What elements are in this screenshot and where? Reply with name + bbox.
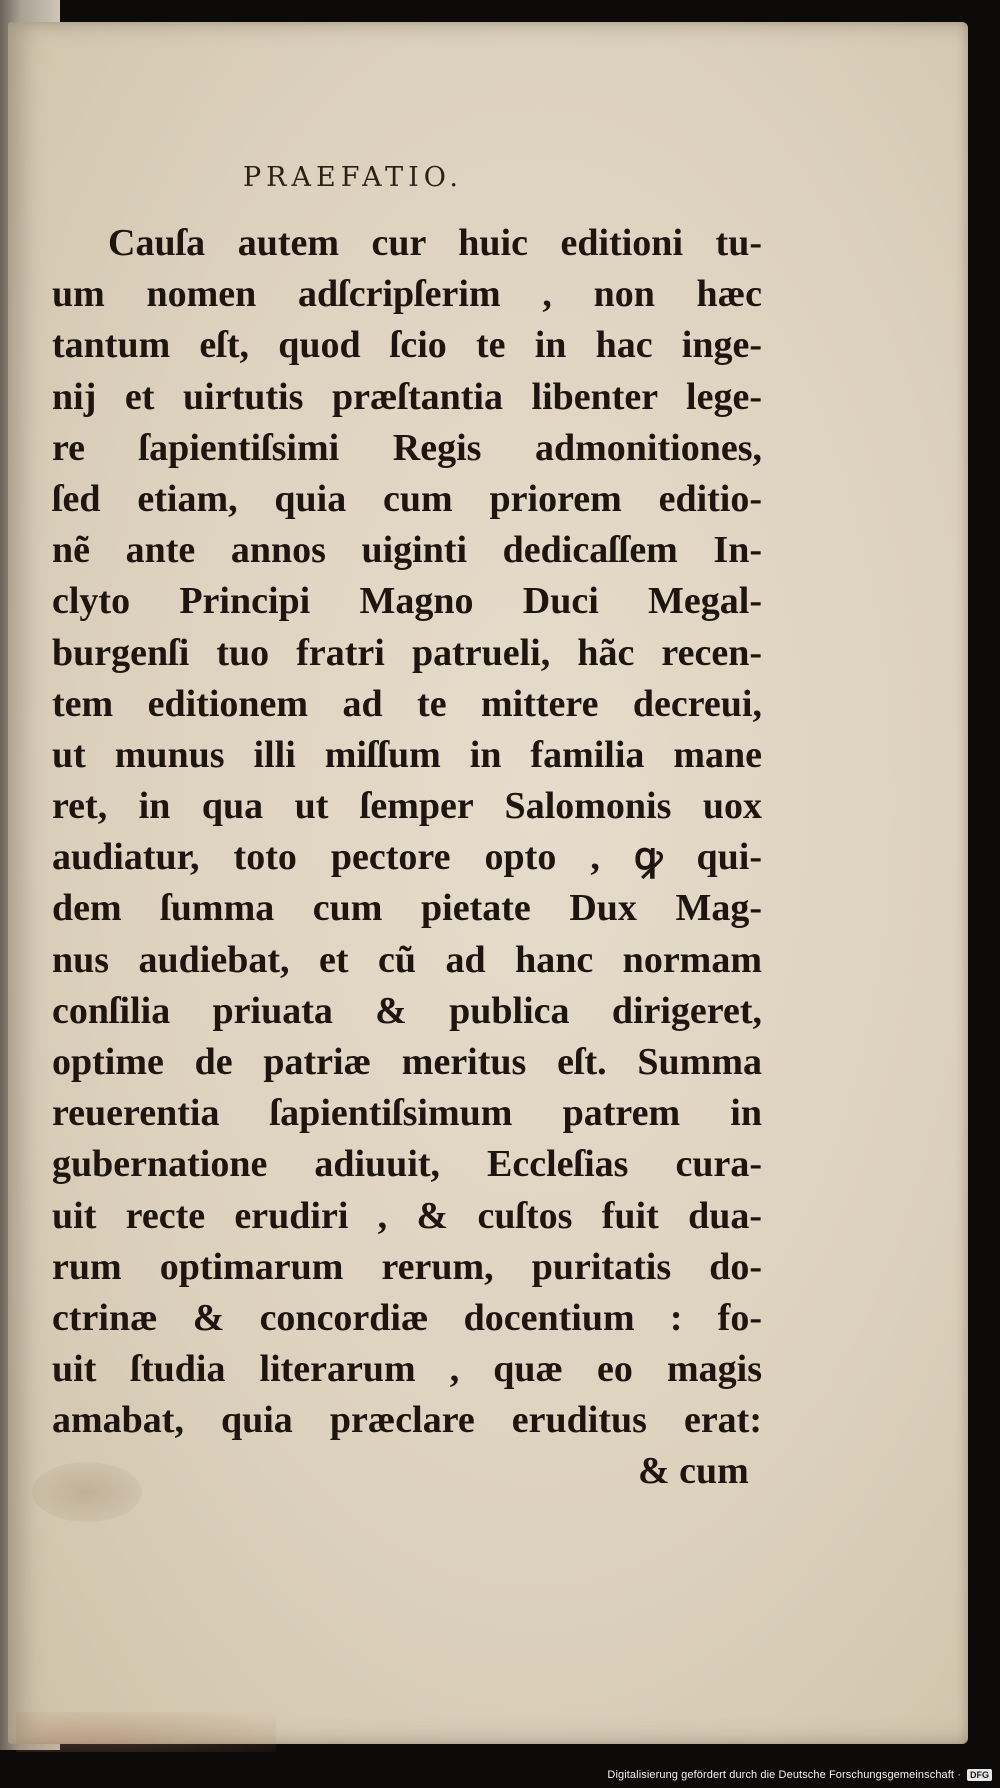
text-line: uit recte erudiri , & cuſtos fuit dua- xyxy=(52,1194,762,1237)
running-head: PRAEFATIO. xyxy=(243,162,463,193)
text-line: gubernatione adiuuit, Eccleſias cura- xyxy=(52,1143,762,1186)
text-line: uit ſtudia literarum , quæ eo magis xyxy=(52,1348,762,1391)
paper-wear xyxy=(16,1712,276,1752)
text-line: optime de patriæ meritus eſt. Summa xyxy=(52,1041,762,1083)
text-line: reuerentia ſapientiſsimum patrem in xyxy=(52,1092,762,1135)
credit-text: Digitalisierung gefördert durch die Deutsche Forschungsgemeinschaft · xyxy=(607,1769,961,1781)
text-line: clyto Principi Magno Duci Megal- xyxy=(52,580,762,623)
digitization-credit xyxy=(599,1762,1000,1788)
text-line: ſed etiam, quia cum priorem editio- xyxy=(52,477,762,520)
dfg-logo: DFG xyxy=(967,1769,992,1781)
text-line: ut munus illi miſſum in familia mane xyxy=(52,733,762,776)
paper-stain xyxy=(32,1462,142,1522)
text-line: amabat, quia præclare eruditus erat: xyxy=(52,1399,762,1442)
text-line: re ſapientiſsimi Regis admonitiones, xyxy=(52,426,762,469)
text-line: conſilia priuata & publica dirigeret, xyxy=(52,989,762,1032)
text-line: nij et uirtutis præſtantia libenter lege- xyxy=(52,375,762,418)
text-line: dem ſumma cum pietate Dux Mag- xyxy=(52,887,762,930)
text-line: tantum eſt, quod ſcio te in hac inge- xyxy=(52,324,762,367)
text-line: tem editionem ad te mittere decreui, xyxy=(52,682,762,725)
text-line: nẽ ante annos uiginti dedicaſſem In- xyxy=(52,529,762,572)
text-line: um nomen adſcripſerim , non hæc xyxy=(52,273,762,316)
paper-page xyxy=(8,22,968,1744)
text-line: audiatur, toto pectore opto , ꝙ qui- xyxy=(52,836,762,879)
body-text xyxy=(52,218,762,1447)
text-line: ret, in qua ut ſemper Salomonis uox xyxy=(52,785,762,828)
text-line: nus audiebat, et cũ ad hanc normam xyxy=(52,938,762,981)
text-line: burgenſi tuo fratri patrueli, hãc recen- xyxy=(52,631,762,674)
text-line: rum optimarum rerum, puritatis do- xyxy=(52,1245,762,1288)
text-line: ctrinæ & concordiæ docentium : fo- xyxy=(52,1296,762,1339)
catchword: & cum xyxy=(638,1450,749,1492)
text-line: Cauſa autem cur huic editioni tu- xyxy=(108,222,762,264)
